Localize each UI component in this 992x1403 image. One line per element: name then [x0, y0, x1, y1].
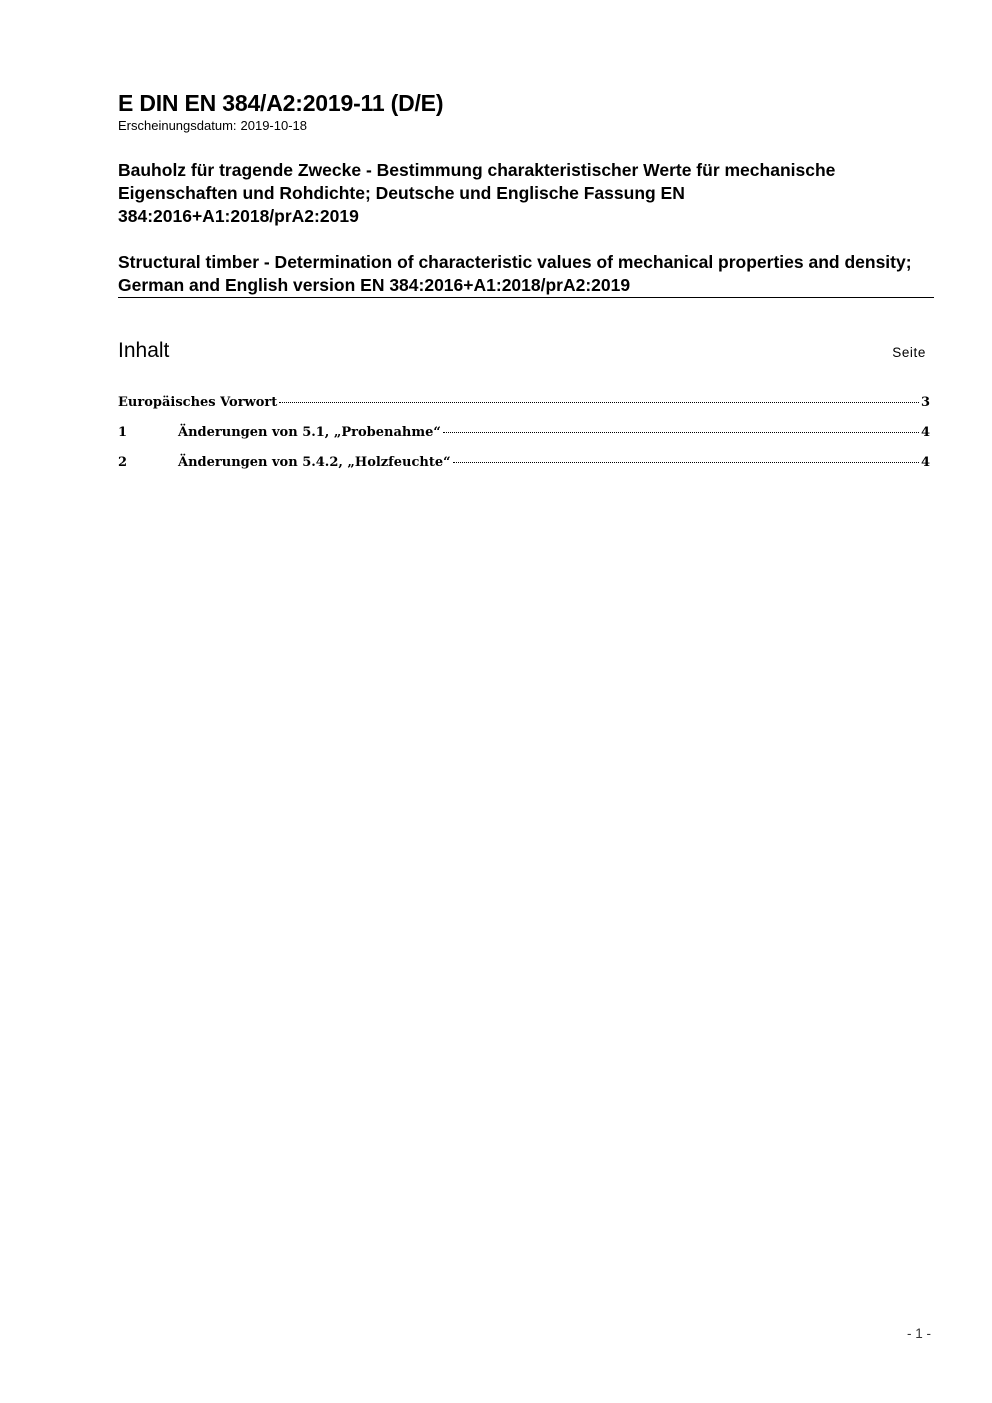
toc-page-column-label: Seite — [892, 345, 926, 360]
toc-entry-european-foreword[interactable] — [118, 393, 930, 423]
toc-heading — [118, 338, 926, 366]
toc-entry-page: 4 — [920, 425, 930, 440]
toc-entry-page: 4 — [920, 455, 930, 470]
table-of-contents — [118, 393, 930, 483]
toc-entry-label: Europäisches Vorwort — [118, 395, 278, 410]
toc-entry-moisture-content[interactable] — [118, 453, 930, 483]
toc-entry-number: 1 — [118, 425, 128, 440]
document-header — [118, 88, 934, 295]
toc-entry-sampling[interactable] — [118, 423, 930, 453]
document-title: E DIN EN 384/A2:2019-11 (D/E) — [118, 90, 444, 116]
toc-dot-leader — [279, 402, 919, 403]
toc-entry-number: 2 — [118, 455, 128, 470]
german-title: Bauholz für tragende Zwecke - Bestimmung charakteristischer Werte für mechanische Eigenschaften und Rohdichte; Deutsche und Englische Fassung EN 384:2016+A1:2018/prA2:2019 — [118, 160, 836, 226]
english-title: Structural timber - Determination of characteristic values of mechanical properties and density; German and English version EN 384:2016+A1:2018/prA2:2019 — [118, 252, 912, 295]
header-divider — [118, 297, 934, 298]
toc-title: Inhalt — [118, 339, 170, 362]
toc-entry-page: 3 — [920, 395, 930, 410]
publication-date-label: Erscheinungsdatum: — [118, 118, 237, 133]
page-number: - 1 - — [906, 1326, 931, 1341]
publication-date — [118, 118, 934, 134]
toc-entry-label: Änderungen von 5.1, „Probenahme“ — [178, 425, 441, 440]
toc-entry-label: Änderungen von 5.4.2, „Holzfeuchte“ — [178, 455, 451, 470]
toc-dot-leader — [443, 432, 919, 433]
toc-dot-leader — [453, 462, 919, 463]
publication-date-value: 2019-10-18 — [240, 118, 308, 133]
